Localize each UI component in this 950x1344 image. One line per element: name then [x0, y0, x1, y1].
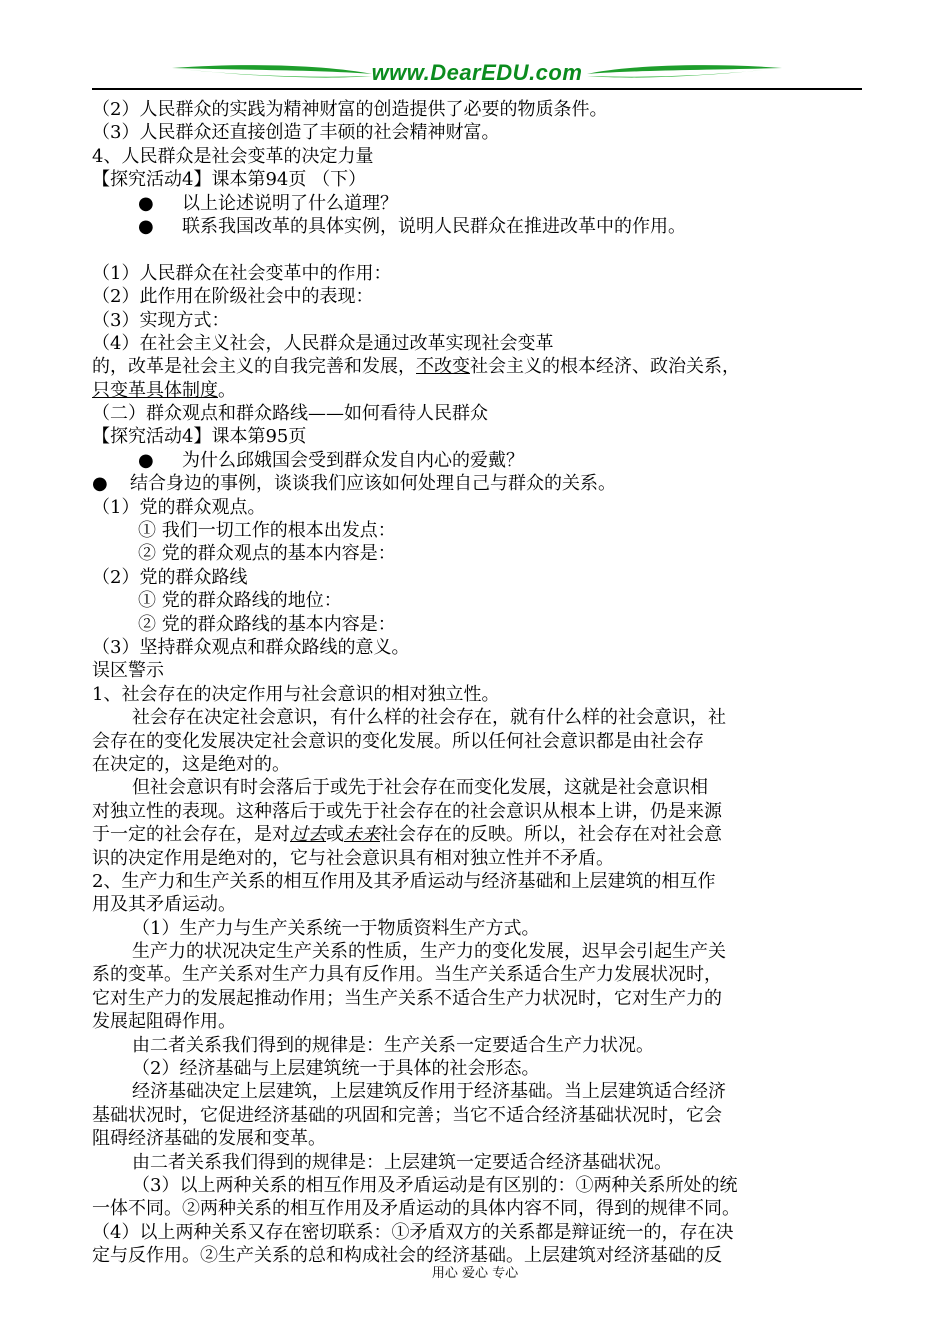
text-span: 的，改革是社会主义的自我完善和发展， — [92, 356, 416, 378]
bullet-icon: ● — [138, 192, 154, 214]
text-line: （1）生产力与生产关系统一于物质资料生产方式。 — [132, 917, 540, 939]
text-line: （3）坚持群众观点和群众路线的意义。 — [92, 636, 410, 658]
page-footer: 用心 爱心 专心 — [431, 1266, 519, 1281]
underlined-text: 不改变 — [416, 356, 470, 378]
text-line: 生产力的状况决定生产关系的性质，生产力的变化发展，迟早会引起生产关 — [132, 941, 726, 963]
underlined-text: 未来 — [344, 824, 380, 846]
text-line: 社会存在决定社会意识，有什么样的社会存在，就有什么样的社会意识，社 — [132, 707, 726, 729]
text-line: ① 党的群众路线的地位： — [138, 590, 342, 612]
activity-heading: 【探究活动4】课本第95页 — [92, 426, 307, 448]
text-line: 识的决定作用是绝对的，它与社会意识具有相对独立性并不矛盾。 — [92, 847, 614, 869]
text-line: （4）在社会主义社会，人民群众是通过改革实现社会变革 — [92, 332, 554, 354]
section-heading: （二）群众观点和群众路线——如何看待人民群众 — [92, 403, 488, 425]
text-span: 社会存在的反映。所以，社会存在对社会意 — [380, 824, 722, 846]
text-line — [92, 379, 864, 402]
text-span: 。 — [218, 379, 236, 401]
text-line: ② 党的群众观点的基本内容是： — [138, 543, 396, 565]
text-line: 会存在的变化发展决定社会意识的变化发展。所以任何社会意识都是由社会存 — [92, 730, 704, 752]
text-line: 定与反作用。②生产关系的总和构成社会的经济基础。上层建筑对经济基础的反 — [92, 1245, 722, 1267]
text-line: （2）此作用在阶级社会中的表现： — [92, 286, 374, 308]
text-line: （2）经济基础与上层建筑统一于具体的社会形态。 — [132, 1058, 540, 1080]
text-line: （2）党的群众路线 — [92, 566, 248, 588]
text-line: ① 我们一切工作的根本出发点： — [138, 520, 396, 542]
header-rule — [92, 88, 862, 90]
site-url-logo: www.DearEDU.com — [371, 60, 583, 85]
bullet-text: 联系我国改革的具体实例，说明人民群众在推进改革中的作用。 — [182, 215, 686, 237]
text-line: 发展起阻碍作用。 — [92, 1011, 236, 1033]
text-line: （1）人民群众在社会变革中的作用： — [92, 262, 392, 284]
text-line: 一体不同。②两种关系的相互作用及矛盾运动的具体内容不同，得到的规律不同。 — [92, 1198, 740, 1220]
text-line: 由二者关系我们得到的规律是：上层建筑一定要适合经济基础状况。 — [132, 1151, 672, 1173]
section-heading: 误区警示 — [92, 660, 164, 682]
text-span: 于一定的社会存在，是对 — [92, 824, 290, 846]
text-line: 对独立性的表现。这种落后于或先于社会存在的社会意识从根本上讲，仍是来源 — [92, 800, 722, 822]
bullet-item — [92, 215, 864, 238]
bullet-icon: ● — [138, 215, 154, 237]
bullet-item — [92, 449, 864, 472]
text-line: （3）实现方式： — [92, 309, 230, 331]
bullet-icon: ● — [92, 473, 108, 495]
text-line: （2）人民群众的实践为精神财富的创造提供了必要的物质条件。 — [92, 99, 608, 120]
bullet-item — [92, 192, 864, 215]
bullet-text: 为什么邱娥国会受到群众发自内心的爱戴？ — [182, 449, 524, 471]
section-heading: 1、社会存在的决定作用与社会意识的相对独立性。 — [92, 683, 500, 705]
text-line: ② 党的群众路线的基本内容是： — [138, 613, 396, 635]
text-line — [92, 823, 864, 846]
bullet-icon: ● — [138, 449, 154, 471]
text-line: （1）党的群众观点。 — [92, 496, 266, 518]
text-span: 社会主义的根本经济、政治关系， — [470, 356, 740, 378]
section-heading: 4、人民群众是社会变革的决定力量 — [92, 145, 374, 167]
site-header-banner — [92, 58, 862, 90]
bullet-text: 以上论述说明了什么道理？ — [182, 192, 398, 214]
bullet-item — [92, 472, 864, 495]
text-line: 基础状况时，它促进经济基础的巩固和完善；当它不适合经济基础状况时，它会 — [92, 1104, 722, 1126]
text-line: （4）以上两种关系又存在密切联系：①矛盾双方的关系都是辩证统一的，存在决 — [92, 1221, 734, 1243]
text-line: 系的变革。生产关系对生产力具有反作用。当生产关系适合生产力发展状况时， — [92, 964, 722, 986]
text-line: （3）人民群众还直接创造了丰硕的社会精神财富。 — [92, 122, 500, 144]
text-line — [92, 355, 864, 378]
text-line: 由二者关系我们得到的规律是：生产关系一定要适合生产力状况。 — [132, 1034, 654, 1056]
text-span: 或 — [326, 824, 344, 846]
document-body — [92, 98, 864, 1268]
blank-line — [92, 238, 864, 261]
text-line: （3）以上两种关系的相互作用及矛盾运动是有区别的：①两种关系所处的统 — [132, 1174, 738, 1196]
activity-heading: 【探究活动4】课本第94页 （下） — [92, 169, 367, 191]
text-line: 但社会意识有时会落后于或先于社会存在而变化发展，这就是社会意识相 — [132, 777, 708, 799]
underlined-text: 只变革具体制度 — [92, 379, 218, 401]
text-line: 用及其矛盾运动。 — [92, 894, 236, 916]
text-line: 阻碍经济基础的发展和变革。 — [92, 1128, 326, 1150]
text-line: 经济基础决定上层建筑，上层建筑反作用于经济基础。当上层建筑适合经济 — [132, 1081, 726, 1103]
text-line: 在决定的，这是绝对的。 — [92, 753, 290, 775]
bullet-text: 结合身边的事例，谈谈我们应该如何处理自己与群众的关系。 — [130, 473, 616, 495]
text-line: 它对生产力的发展起推动作用；当生产关系不适合生产力状况时，它对生产力的 — [92, 987, 722, 1009]
section-heading: 2、生产力和生产关系的相互作用及其矛盾运动与经济基础和上层建筑的相互作 — [92, 870, 716, 892]
underlined-text: 过去 — [290, 824, 326, 846]
